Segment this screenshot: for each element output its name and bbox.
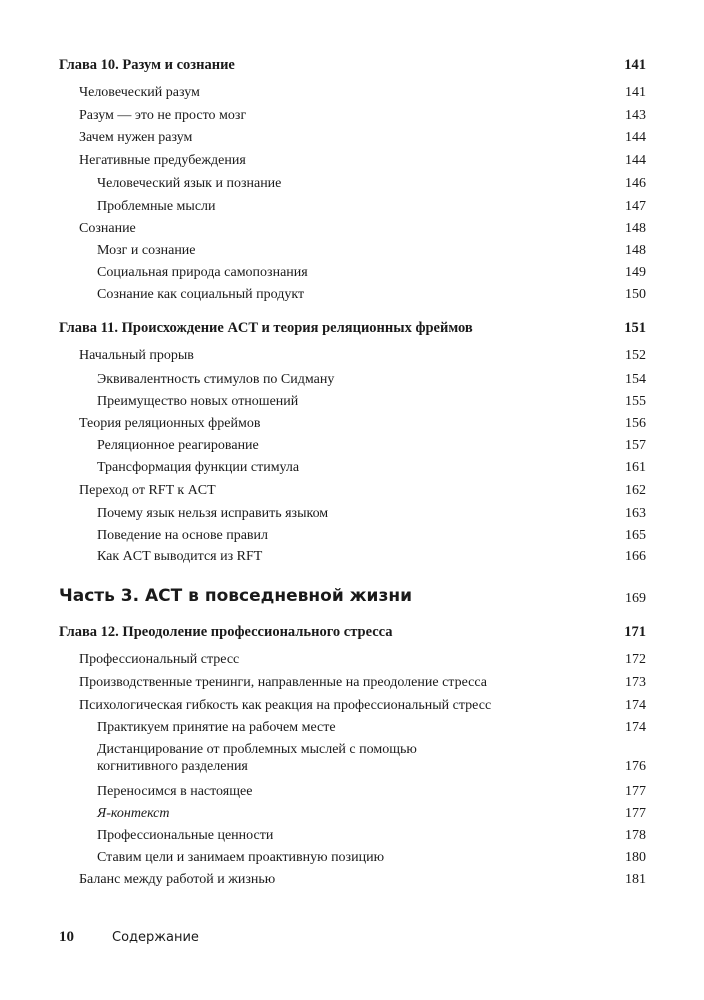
toc-entry-title-line: Глава 12. Преодоление профессионального стресса bbox=[59, 624, 393, 640]
toc-entry-title bbox=[97, 849, 384, 866]
toc-entry-page-number: 181 bbox=[625, 872, 646, 887]
toc-entry-page-number: 148 bbox=[625, 243, 646, 258]
toc-entry-title bbox=[97, 242, 196, 259]
toc-entry-title-line: Ставим цели и занимаем проактивную позицию bbox=[97, 850, 385, 865]
toc-entry-title-line: Зачем нужен разум bbox=[79, 130, 193, 145]
toc-entry-page-number: 148 bbox=[625, 221, 646, 236]
toc-entry-title bbox=[79, 415, 260, 432]
toc-entry-title bbox=[97, 783, 252, 800]
toc-entry-page-number: 163 bbox=[625, 506, 646, 521]
toc-entry-page-number: 180 bbox=[625, 850, 646, 865]
toc-entry-title-line: Профессиональный стресс bbox=[79, 652, 240, 667]
toc-entry-title-line: Преимущество новых отношений bbox=[97, 394, 299, 409]
toc-entry-title bbox=[97, 371, 334, 388]
toc-entry-title-line: Производственные тренинги, направленные на преодоление стресса bbox=[79, 675, 487, 690]
toc-entry-page-number: 172 bbox=[625, 652, 646, 667]
toc-entry-title bbox=[59, 320, 473, 337]
toc-entry-title bbox=[97, 548, 262, 565]
toc-entry-title-line: Дистанцирование от проблемных мыслей с помощью bbox=[97, 742, 417, 757]
toc-entry-title bbox=[59, 624, 393, 641]
toc-entry-title bbox=[97, 393, 298, 410]
toc-entry-title-line: Переход от RFT к ACT bbox=[79, 483, 216, 498]
toc-entry-page-number: 177 bbox=[625, 784, 646, 799]
toc-entry-page-number: 171 bbox=[624, 624, 646, 640]
toc-entry-page-number: 177 bbox=[625, 806, 646, 821]
toc-entry-title-line: Профессиональные ценности bbox=[97, 828, 274, 843]
toc-entry-title-line: Трансформация функции стимула bbox=[97, 460, 300, 475]
toc-entry-title bbox=[97, 505, 328, 522]
toc-entry-title bbox=[97, 805, 170, 822]
toc-entry-title-line: Мозг и сознание bbox=[97, 243, 196, 258]
toc-entry-title bbox=[79, 107, 246, 124]
toc-entry-page-number: 162 bbox=[625, 483, 646, 498]
toc-entry-page-number: 174 bbox=[625, 698, 646, 713]
toc-entry-title-line: Я-контекст bbox=[97, 806, 170, 821]
toc-entry-title-line: Теория реляционных фреймов bbox=[79, 416, 261, 431]
toc-entry-title bbox=[97, 264, 308, 281]
toc-entry-title bbox=[59, 57, 235, 74]
toc-entry-page-number: 143 bbox=[625, 108, 646, 123]
toc-entry-title bbox=[79, 482, 216, 499]
toc-entry-title-line: Переносимся в настоящее bbox=[97, 784, 253, 799]
toc-entry-title bbox=[97, 286, 304, 303]
toc-entry-title bbox=[97, 719, 336, 736]
toc-entry-title bbox=[79, 129, 192, 146]
toc-entry-page-number: 152 bbox=[625, 348, 646, 363]
toc-entry-title-line: Поведение на основе правил bbox=[97, 528, 269, 543]
toc-entry-title bbox=[79, 871, 275, 888]
toc-entry-page-number: 156 bbox=[625, 416, 646, 431]
toc-entry-title bbox=[79, 220, 136, 237]
toc-entry-title-line: Социальная природа самопознания bbox=[97, 265, 308, 280]
toc-entry-title-line: Реляционное реагирование bbox=[97, 438, 259, 453]
toc-entry-page-number: 165 bbox=[625, 528, 646, 543]
footer-section-label: Содержание bbox=[112, 930, 199, 945]
toc-entry-title-line: Разум — это не просто мозг bbox=[79, 108, 247, 123]
toc-entry-title bbox=[97, 437, 259, 454]
toc-entry-page-number: 161 bbox=[625, 460, 646, 475]
toc-entry-title bbox=[79, 84, 200, 101]
toc-entry-page-number: 169 bbox=[625, 591, 646, 606]
toc-entry-page-number: 144 bbox=[625, 153, 646, 168]
footer-page-number: 10 bbox=[59, 929, 74, 945]
toc-entry-title-line: Как ACT выводится из RFT bbox=[97, 549, 263, 564]
toc-entry-title-line: Почему язык нельзя исправить языком bbox=[97, 506, 329, 521]
toc-entry-page-number: 151 bbox=[624, 320, 646, 336]
toc-entry-title-line: Сознание как социальный продукт bbox=[97, 287, 305, 302]
toc-entry-title-line: Человеческий разум bbox=[79, 85, 200, 100]
toc-entry-title-line: когнитивного разделения bbox=[97, 759, 248, 774]
toc-entry-title-line: Психологическая гибкость как реакция на профессиональный стресс bbox=[79, 698, 492, 713]
toc-entry-page-number: 141 bbox=[625, 85, 646, 100]
toc-entry-title-line: Сознание bbox=[79, 221, 136, 236]
toc-entry-title bbox=[59, 586, 412, 606]
toc-entry-title-line: Практикуем принятие на рабочем месте bbox=[97, 720, 336, 735]
toc-entry-title bbox=[97, 198, 216, 215]
toc-entry-page-number: 176 bbox=[625, 759, 646, 774]
toc-entry-title bbox=[79, 697, 491, 714]
toc-entry-title bbox=[97, 175, 281, 192]
toc-entry-title bbox=[79, 152, 246, 169]
toc-entry-title bbox=[79, 674, 487, 691]
page-footer bbox=[59, 929, 359, 949]
toc-entry-page-number: 147 bbox=[625, 199, 646, 214]
toc-entry-page-number: 155 bbox=[625, 394, 646, 409]
toc-entry-title-line: Негативные предубеждения bbox=[79, 153, 246, 168]
toc-entry-title bbox=[79, 347, 194, 364]
toc-entry-title-line: Проблемные мысли bbox=[97, 199, 216, 214]
toc-entry-title bbox=[97, 741, 417, 775]
toc-entry-title bbox=[97, 527, 268, 544]
toc-entry-page-number: 154 bbox=[625, 372, 646, 387]
toc-entry-title-line: Баланс между работой и жизнью bbox=[79, 872, 276, 887]
toc-entry-page-number: 178 bbox=[625, 828, 646, 843]
toc-entry-title-line: Эквивалентность стимулов по Сидману bbox=[97, 372, 335, 387]
toc-entry-page-number: 166 bbox=[625, 549, 646, 564]
toc-entry-page-number: 141 bbox=[624, 57, 646, 73]
toc-entry-page-number: 157 bbox=[625, 438, 646, 453]
toc-entry-page-number: 174 bbox=[625, 720, 646, 735]
toc-entry-page-number: 146 bbox=[625, 176, 646, 191]
toc-entry-title-line: Начальный прорыв bbox=[79, 348, 194, 363]
toc-entry-title bbox=[97, 827, 273, 844]
toc-entry-title-line: Глава 11. Происхождение ACT и теория реляционных фреймов bbox=[59, 320, 473, 336]
toc-entry-title bbox=[79, 651, 239, 668]
toc-entry-page-number: 150 bbox=[625, 287, 646, 302]
toc-entry-title-line: Часть 3. ACT в повседневной жизни bbox=[59, 586, 413, 606]
toc-entry-title-line: Глава 10. Разум и сознание bbox=[59, 57, 235, 73]
toc-entry-page-number: 144 bbox=[625, 130, 646, 145]
toc-entry-title bbox=[97, 459, 299, 476]
toc-entry-title-line: Человеческий язык и познание bbox=[97, 176, 282, 191]
toc-entry-page-number: 173 bbox=[625, 675, 646, 690]
toc-entry-page-number: 149 bbox=[625, 265, 646, 280]
